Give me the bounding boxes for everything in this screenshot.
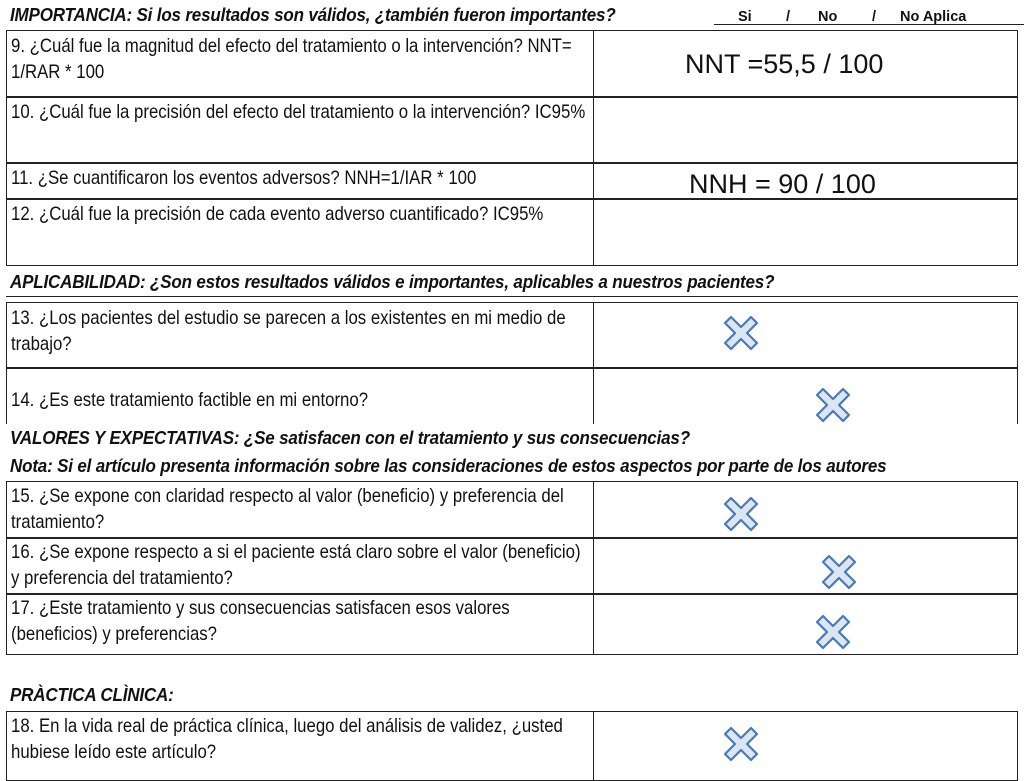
column-divider	[593, 482, 594, 538]
question-row-11	[6, 162, 1018, 200]
column-divider	[593, 594, 594, 654]
question-row-14	[6, 368, 1018, 424]
column-divider	[593, 369, 594, 424]
question-row-9	[6, 30, 1018, 98]
cross-mark-icon	[821, 554, 857, 590]
question-row-12	[6, 198, 1018, 266]
question-row-18	[6, 711, 1018, 781]
question-text: 10. ¿Cuál fue la precisión del efecto del tratamiento o la intervención? IC95%	[11, 101, 586, 123]
column-divider	[593, 97, 594, 163]
nnt-answer: NNT =55,5 / 100	[685, 49, 884, 79]
question-text: 11. ¿Se cuantificaron los eventos adversos? NNH=1/IAR * 100	[11, 167, 477, 189]
options-underline	[714, 24, 1024, 25]
nnh-answer: NNH = 90 / 100	[689, 169, 876, 199]
question-text: 15. ¿Se expone con claridad respecto al valor (beneficio) y preferencia del tratamiento?	[11, 485, 564, 533]
option-sep: /	[872, 9, 877, 25]
question-row-10	[6, 96, 1018, 164]
option-si: Si	[738, 9, 752, 25]
cross-mark-icon	[815, 614, 851, 650]
aplicabilidad-header: APLICABILIDAD: ¿Son estos resultados válidos e importantes, aplicables a nuestros pacientes?	[10, 271, 775, 292]
question-text: 16. ¿Se expone respecto a si el paciente está claro sobre el valor (beneficio) y preferencia del tratamiento?	[11, 541, 581, 589]
cross-mark-icon	[815, 387, 851, 423]
cross-mark-icon	[723, 315, 759, 351]
cross-mark-icon	[723, 496, 759, 532]
question-text: 17. ¿Este tratamiento y sus consecuencias satisfacen esos valores (beneficios) y preferencias?	[11, 597, 510, 645]
practica-header: PRÀCTICA CLÌNICA:	[10, 684, 174, 705]
column-divider	[593, 303, 594, 367]
question-text: 12. ¿Cuál fue la precisión de cada evento adverso cuantificado? IC95%	[11, 203, 544, 225]
column-divider	[593, 163, 594, 199]
question-text: 14. ¿Es este tratamiento factible en mi entorno?	[11, 389, 369, 411]
question-text: 18. En la vida real de práctica clínica, luego del análisis de validez, ¿usted hubiese leído este artículo?	[11, 715, 563, 763]
option-sep: /	[786, 9, 791, 25]
column-divider	[593, 199, 594, 265]
column-divider	[593, 712, 594, 780]
option-no: No	[818, 9, 838, 25]
question-row-15	[6, 481, 1018, 539]
valores-note: Nota: Si el artículo presenta información sobre las consideraciones de estos aspectos por parte de los autores	[10, 455, 887, 476]
column-divider	[593, 31, 594, 97]
valores-header: VALORES Y EXPECTATIVAS: ¿Se satisfacen con el tratamiento y sus consecuencias?	[10, 427, 690, 448]
option-no-aplica: No Aplica	[900, 9, 967, 25]
question-text: 9. ¿Cuál fue la magnitud del efecto del tratamiento o la intervención? NNT= 1/RAR * 100	[11, 35, 572, 83]
cross-mark-icon	[723, 726, 759, 762]
column-divider	[593, 538, 594, 594]
section-rule	[6, 296, 1018, 297]
question-text: 13. ¿Los pacientes del estudio se parecen a los existentes en mi medio de trabajo?	[11, 307, 566, 355]
importancia-header: IMPORTANCIA: Si los resultados son válidos, ¿también fueron importantes?	[10, 4, 616, 25]
question-row-13	[6, 302, 1018, 368]
question-row-16	[6, 537, 1018, 595]
question-row-17	[6, 593, 1018, 655]
